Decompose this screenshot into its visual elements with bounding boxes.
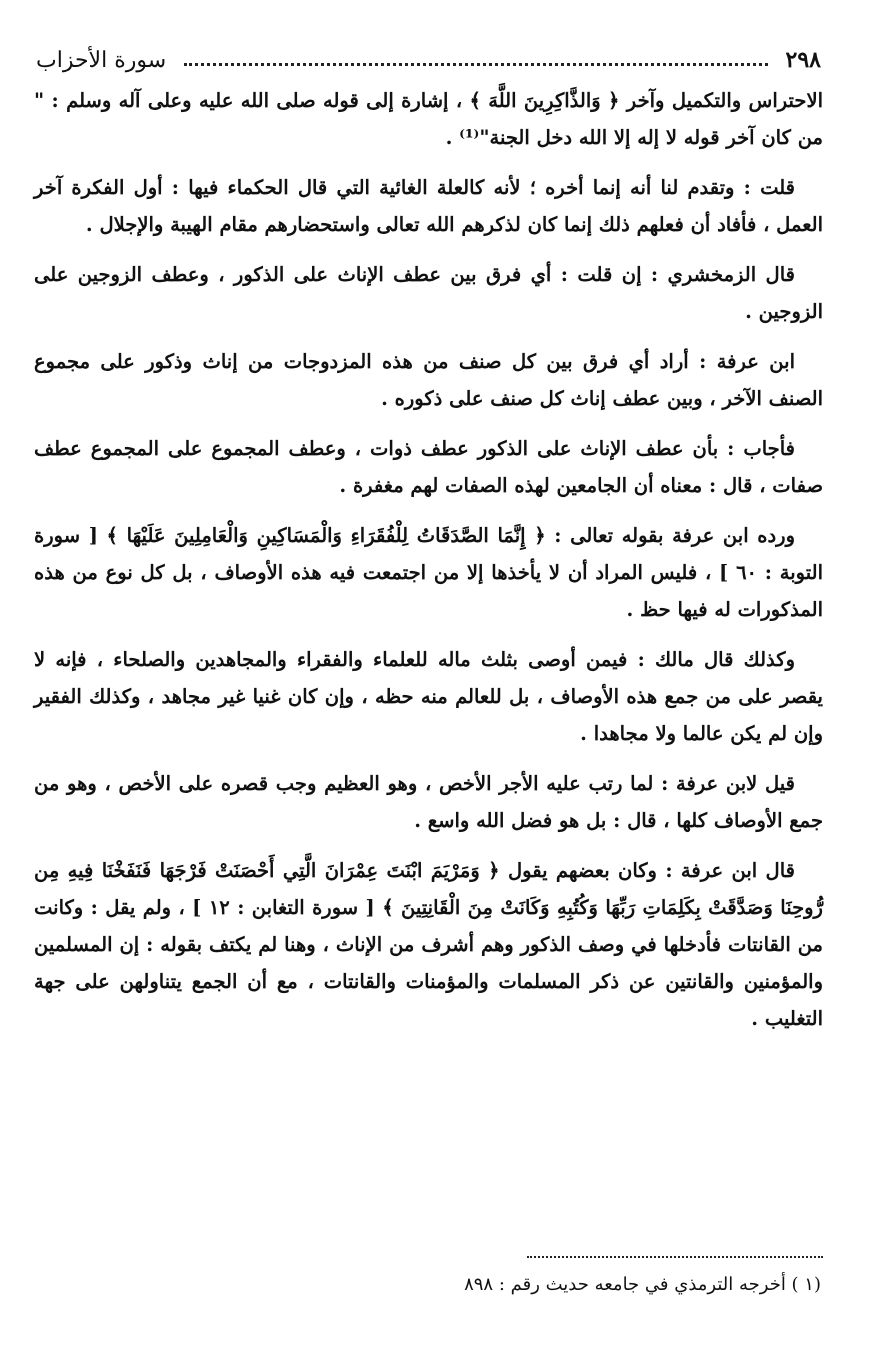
footnote: (١ ) أخرجه الترمذي في جامعه حديث رقم : ٨٩٨ bbox=[464, 1274, 821, 1295]
page-header bbox=[36, 44, 821, 76]
paragraph: قال ابن عرفة : وكان بعضهم يقول ﴿ وَمَرْيَمَ ابْنَتَ عِمْرَانَ الَّتِي أَحْصَنَتْ فَرْجَهَا فَنَفَخْنَا فِيهِ مِن رُّوحِنَا وَصَدَّقَتْ بِكَلِمَاتِ رَبِّهَا وَكُتُبِهِ وَكَانَتْ مِنَ الْقَانِتِينَ ﴾ [ سورة التغابن : ١٢ ] ، ولم يقل : وكانت من القانتات فأدخلها في وصف الذكور وهم أشرف من الإناث ، وهنا لم يكتف بقوله : إن المسلمين والمؤمنين والقانتين عن ذكر المسلمات والمؤمنات والقانتات ، مع أن الجمع يتناولهن على جهة التغليب . bbox=[34, 859, 823, 1030]
paragraph: ابن عرفة : أراد أي فرق بين كل صنف من هذه المزدوجات من إناث وذكور على مجموع الصنف الآخر ، وبين عطف إناث كل صنف على ذكوره . bbox=[34, 350, 823, 410]
paragraph: قال الزمخشري : إن قلت : أي فرق بين عطف الإناث على الذكور ، وعطف الزوجين على الزوجين . bbox=[34, 263, 823, 323]
paragraph: فأجاب : بأن عطف الإناث على الذكور عطف ذوات ، وعطف المجموع على المجموع عطف صفات ، قال : معناه أن الجامعين لهذه الصفات لهم مغفرة . bbox=[34, 437, 823, 497]
paragraph: قلت : وتقدم لنا أنه إنما أخره ؛ لأنه كالعلة الغائية التي قال الحكماء فيها : أول الفكرة آخر العمل ، فأفاد أن فعلهم ذلك إنما كان لذكرهم الله تعالى واستحضارهم مقام الهيبة والإجلال . bbox=[34, 176, 823, 236]
paragraph: وكذلك قال مالك : فيمن أوصى بثلث ماله للعلماء والفقراء والمجاهدين والصلحاء ، فإنه لا يقصر على من جمع هذه الأوصاف ، بل للعالم منه حظه ، وإن كان غنيا غير مجاهد ، وكذلك الفقير وإن لم يكن عالما ولا مجاهدا . bbox=[34, 648, 823, 745]
header-dotted-leader bbox=[184, 63, 767, 66]
main-text bbox=[34, 82, 823, 1050]
paragraph: الاحتراس والتكميل وآخر ﴿ وَالذَّاكِرِينَ اللَّهَ ﴾ ، إشارة إلى قوله صلى الله عليه وعلى آله وسلم : " من كان آخر قوله لا إله إلا الله دخل الجنة"⁽¹⁾ . bbox=[34, 89, 823, 149]
paragraph: قيل لابن عرفة : لما رتب عليه الأجر الأخص ، وهو العظيم وجب قصره على الأخص ، وهو من جمع الأوصاف كلها ، قال : بل هو فضل الله واسع . bbox=[34, 772, 823, 832]
footnote-separator bbox=[527, 1256, 823, 1258]
paragraph: ورده ابن عرفة بقوله تعالى : ﴿ إِنَّمَا الصَّدَقَاتُ لِلْفُقَرَاءِ وَالْمَسَاكِينِ وَالْعَامِلِينَ عَلَيْهَا ﴾ [ سورة التوبة : ٦٠ ] ، فليس المراد أن لا يأخذها إلا من اجتمعت فيه هذه الأوصاف ، بل كل نوع من هذه المذكورات له فيها حظ . bbox=[34, 524, 823, 621]
running-title: سورة الأحزاب bbox=[36, 47, 167, 73]
page-number: ٢٩٨ bbox=[785, 47, 821, 73]
